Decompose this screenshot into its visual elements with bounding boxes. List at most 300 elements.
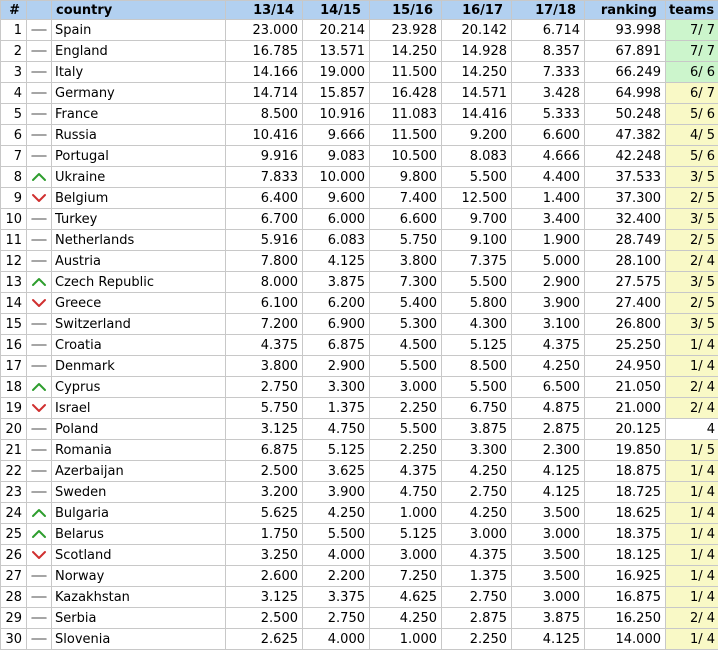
teams-cell: 6/ 6 xyxy=(666,62,718,83)
rank-cell: 3 xyxy=(1,62,27,83)
trend-same-icon xyxy=(27,151,51,161)
trend-same-icon xyxy=(27,592,51,602)
ranking-cell: 18.375 xyxy=(585,524,666,545)
table-row xyxy=(1,398,718,419)
header-country[interactable]: country xyxy=(52,1,226,20)
country-cell: Cyprus xyxy=(52,377,226,398)
header-season-14-15[interactable]: 14/15 xyxy=(303,1,370,20)
season-14-15-cell: 4.000 xyxy=(303,545,370,566)
trend-same-icon xyxy=(27,88,51,98)
ranking-cell: 64.998 xyxy=(585,83,666,104)
teams-cell: 2/ 5 xyxy=(666,230,718,251)
ranking-cell: 25.250 xyxy=(585,335,666,356)
country-cell: Germany xyxy=(52,83,226,104)
trend-same-icon xyxy=(27,466,51,476)
season-14-15-cell: 6.875 xyxy=(303,335,370,356)
rank-cell: 25 xyxy=(1,524,27,545)
rank-cell: 11 xyxy=(1,230,27,251)
teams-cell: 1/ 4 xyxy=(666,335,718,356)
season-16-17-cell: 4.250 xyxy=(442,503,512,524)
ranking-cell: 67.891 xyxy=(585,41,666,62)
table-row xyxy=(1,419,718,440)
teams-cell: 1/ 4 xyxy=(666,503,718,524)
season-14-15-cell: 20.214 xyxy=(303,20,370,41)
season-13-14-cell: 2.500 xyxy=(226,461,303,482)
table-row xyxy=(1,167,718,188)
ranking-cell: 21.000 xyxy=(585,398,666,419)
season-15-16-cell: 5.300 xyxy=(370,314,442,335)
season-16-17-cell: 2.250 xyxy=(442,629,512,650)
season-17-18-cell: 3.428 xyxy=(512,83,585,104)
country-cell: Portugal xyxy=(52,146,226,167)
season-15-16-cell: 7.400 xyxy=(370,188,442,209)
season-14-15-cell: 4.250 xyxy=(303,503,370,524)
country-cell: Romania xyxy=(52,440,226,461)
season-16-17-cell: 5.500 xyxy=(442,377,512,398)
season-16-17-cell: 9.100 xyxy=(442,230,512,251)
season-16-17-cell: 4.300 xyxy=(442,314,512,335)
season-17-18-cell: 8.357 xyxy=(512,41,585,62)
teams-cell: 3/ 5 xyxy=(666,209,718,230)
season-14-15-cell: 15.857 xyxy=(303,83,370,104)
season-13-14-cell: 23.000 xyxy=(226,20,303,41)
trend-cell xyxy=(27,167,52,188)
season-16-17-cell: 9.700 xyxy=(442,209,512,230)
season-15-16-cell: 5.125 xyxy=(370,524,442,545)
table-row xyxy=(1,503,718,524)
country-cell: Norway xyxy=(52,566,226,587)
country-cell: England xyxy=(52,41,226,62)
table-row xyxy=(1,566,718,587)
season-14-15-cell: 10.916 xyxy=(303,104,370,125)
season-13-14-cell: 9.916 xyxy=(226,146,303,167)
season-15-16-cell: 4.625 xyxy=(370,587,442,608)
country-cell: Poland xyxy=(52,419,226,440)
table-row xyxy=(1,545,718,566)
trend-cell xyxy=(27,230,52,251)
rank-cell: 13 xyxy=(1,272,27,293)
season-16-17-cell: 6.750 xyxy=(442,398,512,419)
trend-up-icon xyxy=(27,382,51,392)
table-row xyxy=(1,482,718,503)
season-16-17-cell: 1.375 xyxy=(442,566,512,587)
trend-cell xyxy=(27,440,52,461)
season-13-14-cell: 7.200 xyxy=(226,314,303,335)
trend-same-icon xyxy=(27,235,51,245)
country-cell: Belgium xyxy=(52,188,226,209)
season-17-18-cell: 3.500 xyxy=(512,545,585,566)
header-trend xyxy=(27,1,52,20)
season-15-16-cell: 6.600 xyxy=(370,209,442,230)
country-cell: Spain xyxy=(52,20,226,41)
season-16-17-cell: 14.250 xyxy=(442,62,512,83)
ranking-cell: 47.382 xyxy=(585,125,666,146)
trend-cell xyxy=(27,419,52,440)
teams-cell: 5/ 6 xyxy=(666,104,718,125)
trend-cell xyxy=(27,146,52,167)
rank-cell: 30 xyxy=(1,629,27,650)
table-row xyxy=(1,461,718,482)
ranking-cell: 24.950 xyxy=(585,356,666,377)
trend-cell xyxy=(27,272,52,293)
season-16-17-cell: 7.375 xyxy=(442,251,512,272)
season-17-18-cell: 1.900 xyxy=(512,230,585,251)
trend-cell xyxy=(27,293,52,314)
season-13-14-cell: 14.714 xyxy=(226,83,303,104)
table-row xyxy=(1,83,718,104)
season-14-15-cell: 19.000 xyxy=(303,62,370,83)
season-13-14-cell: 3.125 xyxy=(226,419,303,440)
season-14-15-cell: 3.375 xyxy=(303,587,370,608)
trend-same-icon xyxy=(27,424,51,434)
season-17-18-cell: 4.375 xyxy=(512,335,585,356)
trend-same-icon xyxy=(27,613,51,623)
trend-cell xyxy=(27,608,52,629)
season-16-17-cell: 5.500 xyxy=(442,272,512,293)
trend-same-icon xyxy=(27,340,51,350)
season-17-18-cell: 3.400 xyxy=(512,209,585,230)
season-13-14-cell: 1.750 xyxy=(226,524,303,545)
season-15-16-cell: 2.250 xyxy=(370,440,442,461)
teams-cell: 1/ 4 xyxy=(666,587,718,608)
season-16-17-cell: 4.250 xyxy=(442,461,512,482)
table-row xyxy=(1,230,718,251)
season-15-16-cell: 3.000 xyxy=(370,545,442,566)
season-16-17-cell: 14.571 xyxy=(442,83,512,104)
season-15-16-cell: 11.500 xyxy=(370,125,442,146)
trend-cell xyxy=(27,41,52,62)
season-15-16-cell: 5.400 xyxy=(370,293,442,314)
season-13-14-cell: 6.400 xyxy=(226,188,303,209)
season-16-17-cell: 8.500 xyxy=(442,356,512,377)
teams-cell: 3/ 5 xyxy=(666,314,718,335)
country-cell: Czech Republic xyxy=(52,272,226,293)
season-16-17-cell: 3.875 xyxy=(442,419,512,440)
season-13-14-cell: 6.700 xyxy=(226,209,303,230)
table-row xyxy=(1,335,718,356)
trend-up-icon xyxy=(27,172,51,182)
trend-cell xyxy=(27,188,52,209)
season-13-14-cell: 2.625 xyxy=(226,629,303,650)
header-teams[interactable]: teams xyxy=(666,1,718,20)
trend-up-icon xyxy=(27,277,51,287)
season-17-18-cell: 4.125 xyxy=(512,629,585,650)
trend-same-icon xyxy=(27,214,51,224)
season-15-16-cell: 16.428 xyxy=(370,83,442,104)
trend-same-icon xyxy=(27,634,51,644)
season-14-15-cell: 9.666 xyxy=(303,125,370,146)
teams-cell: 2/ 4 xyxy=(666,608,718,629)
season-14-15-cell: 6.900 xyxy=(303,314,370,335)
country-cell: Sweden xyxy=(52,482,226,503)
trend-cell xyxy=(27,398,52,419)
season-15-16-cell: 7.300 xyxy=(370,272,442,293)
country-cell: Ukraine xyxy=(52,167,226,188)
trend-down-icon xyxy=(27,403,51,413)
trend-same-icon xyxy=(27,25,51,35)
trend-cell xyxy=(27,335,52,356)
trend-same-icon xyxy=(27,46,51,56)
season-15-16-cell: 11.083 xyxy=(370,104,442,125)
trend-cell xyxy=(27,377,52,398)
rank-cell: 4 xyxy=(1,83,27,104)
rank-cell: 7 xyxy=(1,146,27,167)
country-cell: Israel xyxy=(52,398,226,419)
trend-cell xyxy=(27,503,52,524)
season-17-18-cell: 4.250 xyxy=(512,356,585,377)
season-13-14-cell: 7.800 xyxy=(226,251,303,272)
teams-cell: 1/ 4 xyxy=(666,566,718,587)
season-15-16-cell: 7.250 xyxy=(370,566,442,587)
season-14-15-cell: 1.375 xyxy=(303,398,370,419)
rank-cell: 27 xyxy=(1,566,27,587)
country-cell: Azerbaijan xyxy=(52,461,226,482)
season-15-16-cell: 4.375 xyxy=(370,461,442,482)
table-row xyxy=(1,20,718,41)
header-season-15-16[interactable]: 15/16 xyxy=(370,1,442,20)
country-cell: Netherlands xyxy=(52,230,226,251)
season-14-15-cell: 2.900 xyxy=(303,356,370,377)
table-row xyxy=(1,440,718,461)
header-season-16-17[interactable]: 16/17 xyxy=(442,1,512,20)
season-15-16-cell: 9.800 xyxy=(370,167,442,188)
rank-cell: 29 xyxy=(1,608,27,629)
season-16-17-cell: 5.800 xyxy=(442,293,512,314)
season-15-16-cell: 5.500 xyxy=(370,419,442,440)
season-14-15-cell: 3.900 xyxy=(303,482,370,503)
teams-cell: 2/ 4 xyxy=(666,377,718,398)
ranking-cell: 16.875 xyxy=(585,587,666,608)
teams-cell: 1/ 4 xyxy=(666,545,718,566)
teams-cell: 1/ 5 xyxy=(666,440,718,461)
ranking-cell: 19.850 xyxy=(585,440,666,461)
teams-cell: 1/ 4 xyxy=(666,461,718,482)
country-cell: Austria xyxy=(52,251,226,272)
table-row xyxy=(1,356,718,377)
rank-cell: 15 xyxy=(1,314,27,335)
season-13-14-cell: 3.125 xyxy=(226,587,303,608)
rank-cell: 28 xyxy=(1,587,27,608)
ranking-cell: 26.800 xyxy=(585,314,666,335)
season-17-18-cell: 3.000 xyxy=(512,587,585,608)
teams-cell: 4 xyxy=(666,419,718,440)
rank-cell: 9 xyxy=(1,188,27,209)
season-13-14-cell: 6.100 xyxy=(226,293,303,314)
season-17-18-cell: 1.400 xyxy=(512,188,585,209)
ranking-cell: 18.125 xyxy=(585,545,666,566)
season-16-17-cell: 5.125 xyxy=(442,335,512,356)
header-ranking[interactable]: ranking xyxy=(585,1,666,20)
ranking-cell: 50.248 xyxy=(585,104,666,125)
ranking-cell: 21.050 xyxy=(585,377,666,398)
season-14-15-cell: 3.625 xyxy=(303,461,370,482)
header-season-13-14[interactable]: 13/14 xyxy=(226,1,303,20)
season-17-18-cell: 4.125 xyxy=(512,482,585,503)
rank-cell: 5 xyxy=(1,104,27,125)
season-15-16-cell: 4.750 xyxy=(370,482,442,503)
season-14-15-cell: 6.083 xyxy=(303,230,370,251)
header-rank[interactable]: # xyxy=(1,1,27,20)
ranking-cell: 18.875 xyxy=(585,461,666,482)
season-13-14-cell: 14.166 xyxy=(226,62,303,83)
rank-cell: 23 xyxy=(1,482,27,503)
trend-cell xyxy=(27,125,52,146)
trend-cell xyxy=(27,62,52,83)
season-15-16-cell: 1.000 xyxy=(370,629,442,650)
season-15-16-cell: 3.800 xyxy=(370,251,442,272)
season-13-14-cell: 8.500 xyxy=(226,104,303,125)
rank-cell: 17 xyxy=(1,356,27,377)
season-13-14-cell: 3.800 xyxy=(226,356,303,377)
rank-cell: 20 xyxy=(1,419,27,440)
season-13-14-cell: 10.416 xyxy=(226,125,303,146)
season-13-14-cell: 3.250 xyxy=(226,545,303,566)
ranking-cell: 66.249 xyxy=(585,62,666,83)
rank-cell: 26 xyxy=(1,545,27,566)
ranking-cell: 32.400 xyxy=(585,209,666,230)
teams-cell: 2/ 5 xyxy=(666,188,718,209)
trend-cell xyxy=(27,83,52,104)
ranking-cell: 18.625 xyxy=(585,503,666,524)
teams-cell: 4/ 5 xyxy=(666,125,718,146)
rank-cell: 21 xyxy=(1,440,27,461)
season-16-17-cell: 20.142 xyxy=(442,20,512,41)
trend-same-icon xyxy=(27,67,51,77)
table-row xyxy=(1,587,718,608)
season-16-17-cell: 3.300 xyxy=(442,440,512,461)
trend-down-icon xyxy=(27,298,51,308)
season-15-16-cell: 4.250 xyxy=(370,608,442,629)
ranking-cell: 28.749 xyxy=(585,230,666,251)
trend-cell xyxy=(27,209,52,230)
teams-cell: 1/ 4 xyxy=(666,356,718,377)
season-15-16-cell: 4.500 xyxy=(370,335,442,356)
season-17-18-cell: 4.666 xyxy=(512,146,585,167)
header-season-17-18[interactable]: 17/18 xyxy=(512,1,585,20)
country-cell: Belarus xyxy=(52,524,226,545)
country-cell: Greece xyxy=(52,293,226,314)
trend-same-icon xyxy=(27,109,51,119)
table-row xyxy=(1,188,718,209)
country-cell: Serbia xyxy=(52,608,226,629)
table-row xyxy=(1,272,718,293)
season-17-18-cell: 3.500 xyxy=(512,503,585,524)
table-header-row xyxy=(1,1,718,20)
season-13-14-cell: 2.500 xyxy=(226,608,303,629)
table-body xyxy=(1,20,718,650)
season-13-14-cell: 6.875 xyxy=(226,440,303,461)
trend-down-icon xyxy=(27,550,51,560)
table-row xyxy=(1,377,718,398)
season-14-15-cell: 9.600 xyxy=(303,188,370,209)
country-cell: Croatia xyxy=(52,335,226,356)
rank-cell: 18 xyxy=(1,377,27,398)
season-16-17-cell: 2.750 xyxy=(442,587,512,608)
rank-cell: 2 xyxy=(1,41,27,62)
rank-cell: 16 xyxy=(1,335,27,356)
trend-down-icon xyxy=(27,193,51,203)
season-16-17-cell: 8.083 xyxy=(442,146,512,167)
teams-cell: 1/ 4 xyxy=(666,629,718,650)
season-14-15-cell: 5.125 xyxy=(303,440,370,461)
season-17-18-cell: 2.875 xyxy=(512,419,585,440)
rank-cell: 6 xyxy=(1,125,27,146)
trend-cell xyxy=(27,251,52,272)
country-cell: Scotland xyxy=(52,545,226,566)
teams-cell: 3/ 5 xyxy=(666,167,718,188)
season-14-15-cell: 3.875 xyxy=(303,272,370,293)
rank-cell: 1 xyxy=(1,20,27,41)
season-17-18-cell: 6.500 xyxy=(512,377,585,398)
trend-cell xyxy=(27,356,52,377)
trend-cell xyxy=(27,629,52,650)
season-16-17-cell: 5.500 xyxy=(442,167,512,188)
season-13-14-cell: 2.600 xyxy=(226,566,303,587)
rank-cell: 10 xyxy=(1,209,27,230)
season-15-16-cell: 5.500 xyxy=(370,356,442,377)
season-14-15-cell: 5.500 xyxy=(303,524,370,545)
season-17-18-cell: 3.875 xyxy=(512,608,585,629)
rank-cell: 14 xyxy=(1,293,27,314)
country-cell: Turkey xyxy=(52,209,226,230)
ranking-cell: 16.250 xyxy=(585,608,666,629)
ranking-cell: 14.000 xyxy=(585,629,666,650)
season-15-16-cell: 1.000 xyxy=(370,503,442,524)
season-17-18-cell: 3.000 xyxy=(512,524,585,545)
trend-same-icon xyxy=(27,445,51,455)
season-17-18-cell: 4.400 xyxy=(512,167,585,188)
teams-cell: 2/ 5 xyxy=(666,293,718,314)
rank-cell: 12 xyxy=(1,251,27,272)
season-14-15-cell: 2.200 xyxy=(303,566,370,587)
season-14-15-cell: 6.000 xyxy=(303,209,370,230)
season-17-18-cell: 4.875 xyxy=(512,398,585,419)
season-17-18-cell: 6.600 xyxy=(512,125,585,146)
trend-cell xyxy=(27,314,52,335)
season-13-14-cell: 7.833 xyxy=(226,167,303,188)
country-cell: Slovenia xyxy=(52,629,226,650)
table-row xyxy=(1,629,718,650)
trend-same-icon xyxy=(27,487,51,497)
season-13-14-cell: 8.000 xyxy=(226,272,303,293)
trend-cell xyxy=(27,20,52,41)
table-row xyxy=(1,524,718,545)
season-13-14-cell: 5.750 xyxy=(226,398,303,419)
trend-same-icon xyxy=(27,130,51,140)
season-15-16-cell: 2.250 xyxy=(370,398,442,419)
season-14-15-cell: 4.750 xyxy=(303,419,370,440)
country-cell: Italy xyxy=(52,62,226,83)
season-14-15-cell: 3.300 xyxy=(303,377,370,398)
rank-cell: 19 xyxy=(1,398,27,419)
season-13-14-cell: 16.785 xyxy=(226,41,303,62)
season-17-18-cell: 3.100 xyxy=(512,314,585,335)
ranking-cell: 28.100 xyxy=(585,251,666,272)
season-17-18-cell: 3.500 xyxy=(512,566,585,587)
table-row xyxy=(1,41,718,62)
season-13-14-cell: 5.625 xyxy=(226,503,303,524)
season-14-15-cell: 9.083 xyxy=(303,146,370,167)
teams-cell: 3/ 5 xyxy=(666,272,718,293)
season-16-17-cell: 14.928 xyxy=(442,41,512,62)
ranking-cell: 42.248 xyxy=(585,146,666,167)
trend-same-icon xyxy=(27,256,51,266)
season-14-15-cell: 4.000 xyxy=(303,629,370,650)
season-16-17-cell: 3.000 xyxy=(442,524,512,545)
teams-cell: 1/ 4 xyxy=(666,482,718,503)
table-row xyxy=(1,608,718,629)
season-14-15-cell: 4.125 xyxy=(303,251,370,272)
